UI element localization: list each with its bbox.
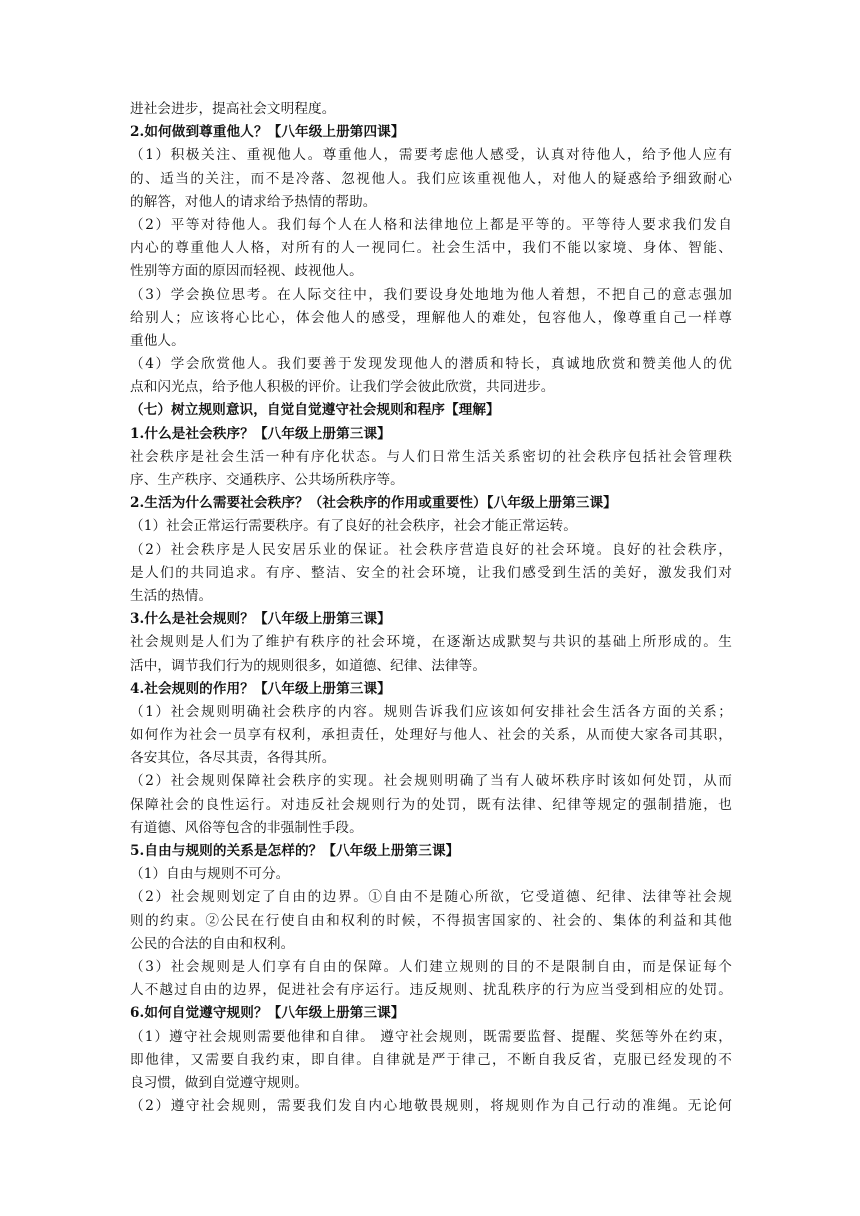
text-line: （2）社会规则划定了自由的边界。①自由不是随心所欲，它受道德、纪律、法律等社会规 — [130, 889, 732, 906]
text-line: 有道德、风俗等包含的非强制性手段。 — [130, 819, 363, 836]
section-heading-line: 2.如何做到尊重他人？【八年级上册第四课】 — [130, 124, 405, 141]
text-line: （1）社会规则明确社会秩序的内容。规则告诉我们应该如何安排社会生活各方面的关系； — [130, 703, 732, 720]
text-line: （1）积极关注、重视他人。尊重他人，需要考虑他人感受，认真对待他人，给予他人应有 — [130, 147, 732, 164]
text-line: 给别人；应该将心比心，体会他人的感受，理解他人的难处，包容他人，像尊重自己一样尊 — [130, 309, 732, 326]
text-line: （2）平等对待他人。我们每个人在人格和法律地位上都是平等的。平等待人要求我们发自 — [130, 216, 732, 233]
text-line: （2）社会秩序是人民安居乐业的保证。社会秩序营造良好的社会环境。良好的社会秩序， — [130, 541, 732, 558]
text-line: 重他人。 — [130, 332, 185, 349]
text-line: 社会规则是人们为了维护有秩序的社会环境，在逐渐达成默契与共识的基础上所形成的。生 — [130, 634, 732, 651]
text-line: （1）社会正常运行需要秩序。有了良好的社会秩序，社会才能正常运转。 — [130, 518, 577, 535]
text-line: 是人们的共同追求。有序、整洁、安全的社会环境，让我们感受到生活的美好，激发我们对 — [130, 564, 732, 581]
text-line: 则的约束。②公民在行使自由和权利的时候，不得损害国家的、社会的、集体的利益和其他 — [130, 912, 732, 929]
text-line: 序、生产秩序、交通秩序、公共场所秩序等。 — [130, 472, 404, 488]
text-line: 性别等方面的原因而轻视、歧视他人。 — [130, 263, 363, 280]
text-line: 进社会进步，提高社会文明程度。 — [130, 101, 336, 117]
text-line: 各安其位，各尽其责，各得其所。 — [130, 750, 336, 767]
text-line: （2）社会规则保障社会秩序的实现。社会规则明确了当有人破坏秩序时该如何处罚，从而 — [130, 773, 732, 790]
text-line: 如何作为社会一员享有权利，承担责任，处理好与他人、社会的关系，从而使大家各司其职， — [130, 727, 732, 744]
text-line: 良习惯，做到自觉遵守规则。 — [130, 1074, 309, 1091]
text-line: 公民的合法的自由和权利。 — [130, 935, 295, 952]
section-heading-line: 6.如何自觉遵守规则？【八年级上册第三课】 — [130, 1005, 405, 1022]
section-heading-line: 2.生活为什么需要社会秩序？（社会秩序的作用或重要性）【八年级上册第三课】 — [130, 495, 617, 512]
text-line: 点和闪光点，给予他人积极的评价。让我们学会彼此欣赏，共同进步。 — [130, 379, 555, 396]
text-line: （3）学会换位思考。在人际交往中，我们要设身处地地为他人着想，不把自己的意志强加 — [130, 286, 732, 303]
text-line: （3）社会规则是人们享有自由的保障。人们建立规则的目的不是限制自由，而是保证每个 — [130, 958, 732, 975]
document-body — [130, 98, 732, 1118]
section-heading-line: 3.什么是社会规则？【八年级上册第三课】 — [130, 611, 391, 628]
text-line: 内心的尊重他人人格，对所有的人一视同仁。社会生活中，我们不能以家境、身体、智能、 — [130, 240, 732, 257]
section-heading-line: 4.社会规则的作用？【八年级上册第三课】 — [130, 680, 391, 697]
text-line: 生活的热情。 — [130, 587, 213, 604]
text-line: （1）遵守社会规则需要他律和自律。 遵守社会规则，既需要监督、提醒、奖惩等外在约束， — [130, 1028, 732, 1045]
text-line: 的解答，对他人的请求给予热情的帮助。 — [130, 193, 377, 210]
section-heading-line: （七）树立规则意识，自觉自觉遵守社会规则和程序【理解】 — [130, 402, 500, 419]
text-line: （1）自由与规则不可分。 — [130, 866, 290, 883]
section-heading-line: 5.自由与规则的关系是怎样的？【八年级上册第三课】 — [130, 843, 460, 859]
text-line: 活中，调节我们行为的规则很多，如道德、纪律、法律等。 — [130, 657, 487, 674]
text-line: 社会秩序是社会生活一种有序化状态。与人们日常生活关系密切的社会秩序包括社会管理秩 — [130, 448, 732, 465]
text-line: 人不越过自由的边界，促进社会有序运行。违反规则、扰乱秩序的行为应当受到相应的处罚。 — [130, 982, 732, 999]
section-heading-line: 1.什么是社会秩序？【八年级上册第三课】 — [130, 425, 391, 442]
text-line: （4）学会欣赏他人。我们要善于发现发现他人的潜质和特长，真诚地欣赏和赞美他人的优 — [130, 356, 732, 373]
text-line: 保障社会的良性运行。对违反社会规则行为的处罚，既有法律、纪律等规定的强制措施，也 — [130, 796, 732, 813]
text-line: 即他律，又需要自我约束，即自律。自律就是严于律己，不断自我反省，克服已经发现的不 — [130, 1051, 732, 1068]
text-line: （2）遵守社会规则，需要我们发自内心地敬畏规则，将规则作为自己行动的准绳。无论何 — [130, 1098, 732, 1115]
text-line: 的、适当的关注，而不是冷落、忽视他人。我们应该重视他人，对他人的疑惑给予细致耐心 — [130, 170, 732, 187]
